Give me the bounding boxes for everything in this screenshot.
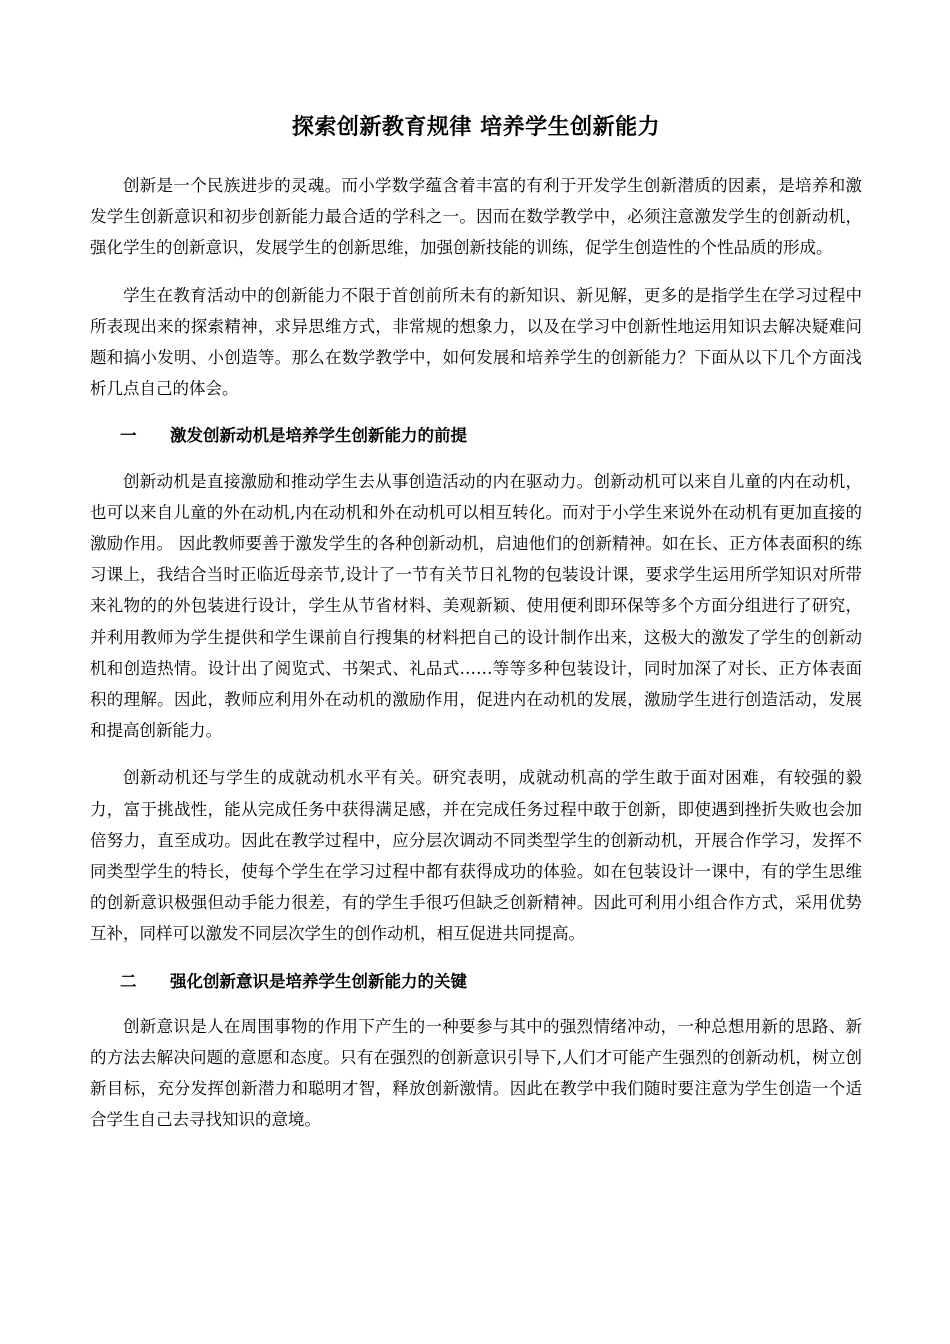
paragraph-intro: 创新是一个民族进步的灵魂。而小学数学蕴含着丰富的有利于开发学生创新潜质的因素，是培养和激发学生创新意识和初步创新能力最合适的学科之一。因而在数学教学中，必须注意激发学生的创新动机，强化学生的创新意识，发展学生的创新思维，加强创新技能的训练，促学生创造性的个性品质的形成。 [90, 176, 862, 258]
section-heading-1 [90, 420, 862, 451]
document-title: 探索创新教育规律 培养学生创新能力 [291, 114, 661, 140]
section-number: 一 [120, 426, 137, 446]
document-page [90, 100, 862, 1152]
section-title: 激发创新动机是培养学生创新能力的前提 [170, 426, 467, 446]
section-number: 二 [120, 971, 137, 991]
paragraph-overview: 学生在教育活动中的创新能力不限于首创前所未有的新知识、新见解，更多的是指学生在学习过程中所表现出来的探索精神，求异思维方式，非常规的想象力，以及在学习中创新性地运用知识去解决疑难问题和搞小发明、小创造等。那么在数学教学中，如何发展和培养学生的创新能力？下面从以下几个方面浅析几点自己的体会。 [90, 285, 862, 399]
paragraph-section2-a: 创新意识是人在周围事物的作用下产生的一种要参与其中的强烈情绪冲动，一种总想用新的思路、新的方法去解决问题的意愿和态度。只有在强烈的创新意识引导下,人们才可能产生强烈的创新动机，树立创新目标，充分发挥创新潜力和聪明才智，释放创新激情。因此在教学中我们随时要注意为学生创造一个适合学生自己去寻找知识的意境。 [90, 1016, 862, 1130]
section-heading-2 [90, 966, 862, 997]
paragraph-section1-b: 创新动机还与学生的成就动机水平有关。研究表明，成就动机高的学生敢于面对困难，有较强的毅力，富于挑战性，能从完成任务中获得满足感，并在完成任务过程中敢于创新，即使遇到挫折失败也会加倍努力，直至成功。因此在教学过程中，应分层次调动不同类型学生的创新动机，开展合作学习，发挥不同类型学生的特长，使每个学生在学习过程中都有获得成功的体验。如在包装设计一课中，有的学生思维的创新意识极强但动手能力很差，有的学生手很巧但缺乏创新精神。因此可利用小组合作方式，采用优势互补，同样可以激发不同层次学生的创作动机，相互促进共同提高。 [90, 768, 862, 944]
section-title: 强化创新意识是培养学生创新能力的关键 [170, 971, 467, 991]
paragraph-section1-a: 创新动机是直接激励和推动学生去从事创造活动的内在驱动力。创新动机可以来自儿童的内在动机，也可以来自儿童的外在动机,内在动机和外在动机可以相互转化。而对于小学生来说外在动机有更加直接的激励作用。 因此教师要善于激发学生的各种创新动机，启迪他们的创新精神。如在长、正方体表面积的练习课上，我结合当时正临近母亲节,设计了一节有关节日礼物的包装设计课，要求学生运用所学知识对所带来礼物的的外包装进行设计，学生从节省材料、美观新颖、使用便利即环保等多个方面分组进行了研究，并利用教师为学生提供和学生课前自行搜集的材料把自己的设计制作出来，这极大的激发了学生的创新动机和创造热情。设计出了阅览式、书架式、礼品式……等等多种包装设计，同时加深了对长、正方体表面积的理解。因此，教师应利用外在动机的激励作用，促进内在动机的发展，激励学生进行创造活动，发展和提高创新能力。 [90, 471, 862, 741]
